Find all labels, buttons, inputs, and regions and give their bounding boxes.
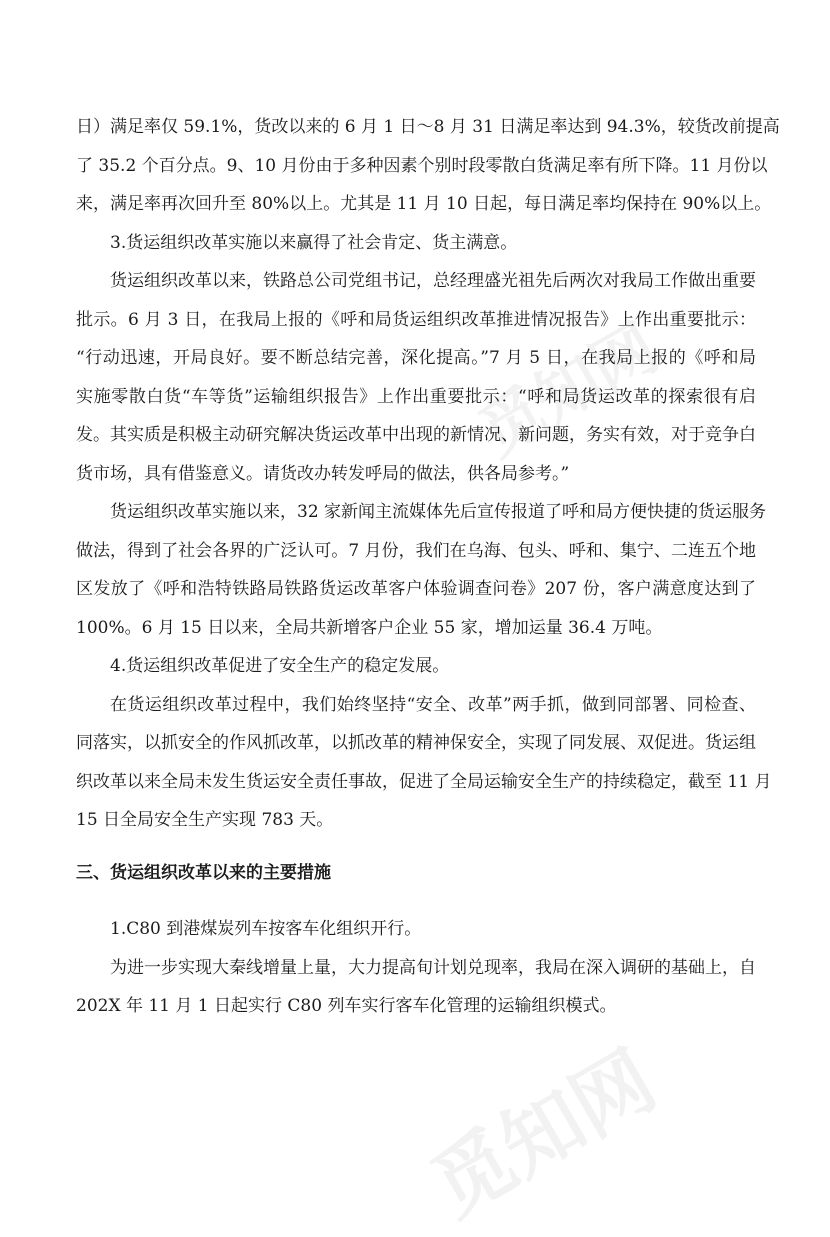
text-line: 做法，得到了社会各界的广泛认可。7 月份，我们在乌海、包头、呼和、集宁、二连五个地: [76, 540, 756, 561]
text-line: 织改革以来全局未发生货运安全责任事故，促进了全局运输安全生产的持续稳定，截至 11 月: [76, 771, 772, 792]
paragraph-media-coverage: [76, 493, 767, 647]
watermark: 觅知网: [467, 311, 671, 472]
text-line: 为进一步实现大秦线增量上量，大力提高旬计划兑现率，我局在深入调研的基础上，自: [110, 957, 756, 978]
subheading-social-recognition: 3.货运组织改革实施以来赢得了社会肯定、货主满意。: [110, 232, 518, 253]
text-line: 日）满足率仅 59.1%，货改以来的 6 月 1 日～8 月 31 日满足率达到 94.3%，较货改前提高: [76, 117, 780, 137]
text-line: 了 35.2 个百分点。9、10 月份由于多种因素个别时段零散白货满足率有所下降。11 月份以: [76, 155, 768, 176]
paragraph-leadership-instructions: [76, 262, 756, 493]
watermark: 觅知网: [416, 1033, 671, 1234]
text-line: 来，满足率再次回升至 80%以上。尤其是 11 月 10 日起，每日满足率均保持在 90%以上。: [76, 194, 772, 214]
paragraph-safety: [76, 686, 772, 840]
subheading-c80-trains: 1.C80 到港煤炭列车按客车化组织开行。: [110, 919, 422, 939]
text-line: 100%。6 月 15 日以来，全局共新增客户企业 55 家，增加运量 36.4 万吨。: [76, 617, 663, 638]
text-line: 202X 年 11 月 1 日起实行 C80 列车实行客车化管理的运输组织模式。: [76, 996, 617, 1016]
text-line: 同落实，以抓安全的作风抓改革，以抓改革的精神保安全，实现了同发展、双促进。货运组: [76, 733, 756, 753]
text-line: 实施零散白货“车等货”运输组织报告》上作出重要批示：“呼和局货运改革的探索很有启: [76, 386, 756, 407]
text-line: 15 日全局安全生产实现 783 天。: [76, 810, 334, 830]
text-line: 区发放了《呼和浩特铁路局铁路货运改革客户体验调查问卷》207 份，客户满意度达到了: [76, 579, 756, 599]
text-line: 货运组织改革以来，铁路总公司党组书记，总经理盛光祖先后两次对我局工作做出重要: [110, 271, 756, 291]
text-line: 在货运组织改革过程中，我们始终坚持“安全、改革”两手抓，做到同部署、同检查、: [110, 694, 756, 715]
text-line: 货市场，具有借鉴意义。请货改办转发呼局的做法，供各局参考。”: [76, 463, 570, 484]
document-body: [76, 108, 780, 1026]
text-line: 批示。6 月 3 日，在我局上报的《呼和局货运组织改革推进情况报告》上作出重要批示：: [76, 309, 756, 330]
paragraph-c80-organization: [76, 949, 756, 1026]
text-line: 货运组织改革实施以来，32 家新闻主流媒体先后宣传报道了呼和局方便快捷的货运服务: [110, 502, 767, 522]
text-line: “行动迅速，开局良好。要不断总结完善，深化提高。”7 月 5 日，在我局上报的《呼和局: [76, 348, 756, 368]
subheading-safety-production: 4.货运组织改革促进了安全生产的稳定发展。: [110, 656, 450, 676]
paragraph-satisfaction-rate: [76, 108, 780, 224]
section-heading-main-measures: 三、货运组织改革以来的主要措施: [76, 862, 331, 883]
text-line: 发。其实质是积极主动研究解决货运改革中出现的新情况、新问题，务实有效，对于竞争白: [76, 425, 756, 445]
